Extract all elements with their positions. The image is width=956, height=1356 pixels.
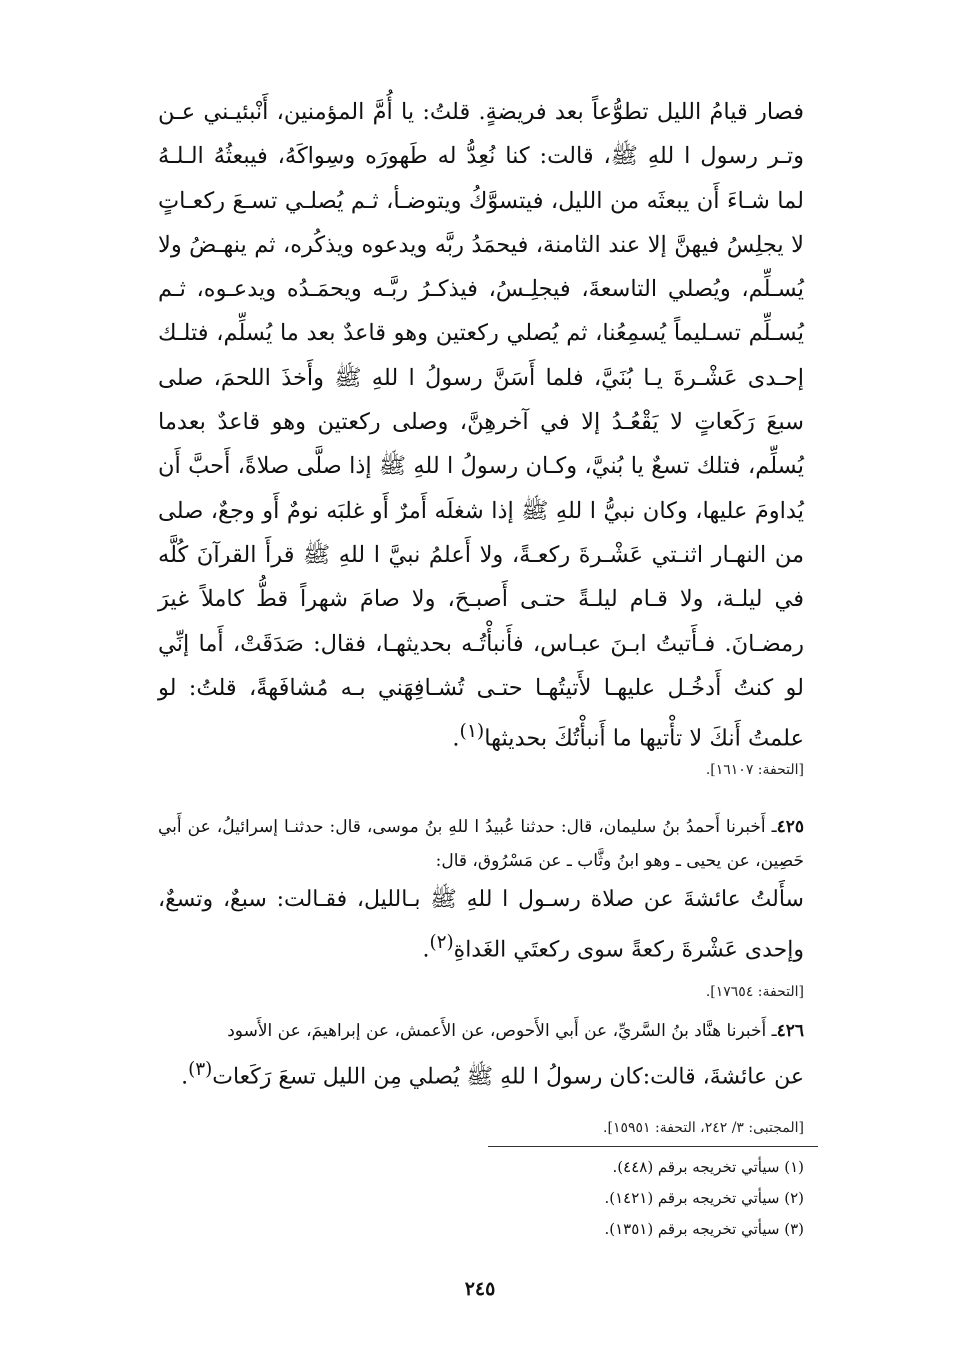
main-text-body: فصار قيامُ الليل تطوُّعاً بعد فريضةٍ. قلتُ: يا أُمَّ المؤمنين، أَنْبئيـني عـن وتـر رسول ا للهِ ﷺ، قالت: كنا نُعِدُّ له طَهورَه وسِواكَهُ، فيبعثُهُ الـلـهُ لما شـاءَ أَن يبعثَه من الليل، فيتسوَّكُ ويتوضـأ، ثـم يُصلـي تسـعَ ركعـاتٍ لا يجلِسُ فيهنَّ إلا عند الثامنة، فيحمَدُ ربَّه ويدعوه ويذكُره، ثم ينهـضُ ولا يُسـلِّم، ويُصلي التاسعةَ، فيجلِـسُ، فيذكـرُ ربَّـه ويحمَـدُه ويدعـوه، ثـم يُسـلِّم تسـليماً يُسمِعُنا، ثم يُصلي ركعتين وهو قاعدٌ بعد ما يُسلِّم، فتلـك إحـدى عَشْـرةَ يـا بُنَيَّ، فلما أَسَنَّ رسولُ ا للهِ ﷺ وأَخذَ اللحمَ، صلى سبعَ رَكَعاتٍ لا يَقْعُـدُ إلا في آخرهِنَّ، وصلى ركعتين وهو قاعدٌ بعدما يُسلِّم، فتلك تسعٌ يا بُنيَّ، وكـان رسولُ ا للهِ ﷺ إذا صلَّى صلاةً، أَحبَّ أَن يُداومَ عليها، وكان نبيُّ ا للهِ ﷺ إذا شغلَه أَمرٌ أَو غلبَه نومٌ أَو وجعٌ، صلى من النهـار اثنـتي عَشْـرةَ ركعـةً، ولا أَعلمُ نبيَّ ا للهِ ﷺ قرأَ القرآنَ كُلَّه في ليلـة، ولا قـام ليلـةً حتـى أَصبـحَ، ولا صامَ شهراً قطُّ كاملاً غيرَ رمضـانَ. فـأَتيتُ ابـنَ عبـاس، فأَنبأْتُـه بحديثهـا، فقال: صَدَقَتْ، أَما إنِّي لو كنتُ أَدخُـل عليهـا لأَتيتُهـا حتـى تُشـافِهَني بـه مُشافَهةً، قلتُ: لو علمتُ أَنكَ لا تأْتيها ما أَنبأْتُكَ بحديثها <box>158 99 804 752</box>
reference-note: [التحفة: ١٧٦٥٤]. <box>705 984 804 1000</box>
isnad-text: ـ أَخبرنا هنَّاد بنُ السَّريِّ، عن أَبي الأَحوص، عن الأَعمش، عن إبراهيمَ، عن الأَسود <box>227 1021 777 1041</box>
hadith-number: ٤٢٦ <box>776 1021 804 1041</box>
hadith-matn: عن عائشةَ، قالت:كان رسولُ ا للهِ ﷺ يُصلي مِن الليل تسعَ رَكَعات$^{(٣)}$. <box>181 1059 804 1090</box>
isnad-text: ـ أَخبرنا أَحمدُ بنُ سليمان، قال: حدثنا عُبيدُ ا للهِ بنُ موسى، قال: حدثنـا إسرائيلُ، عن أَبي حَصِين، عن يحيى ـ وهو ابنُ وثَّاب ـ عن مَسْرُوق، قال: <box>158 817 804 871</box>
reference-note: [التحفة: ١٦١٠٧]. <box>705 762 804 778</box>
reference-note: [المجتبى: ٣/ ٢٤٢، التحفة: ١٥٩٥١]. <box>603 1120 804 1136</box>
footnote-marker: (١) <box>459 721 485 743</box>
hadith-isnad <box>158 1014 804 1048</box>
footnote-marker: (٢) <box>429 932 454 953</box>
hadith-426 <box>158 1014 804 1098</box>
footnote-marker: (٣) <box>188 1059 213 1080</box>
footnote: (٢) سيأتي تخريجه برقم (١٤٢١). <box>604 1189 804 1207</box>
hadith-matn: سأَلتُ عائشةَ عن صلاة رسـول ا للهِ ﷺ بـالليل، فقـالت: سبعٌ، وتسعٌ، وإحدى عَشْرةَ ركعةً سوى ركعتَي الغَداةِ$^{(٢)}$. <box>158 887 804 963</box>
page-number: ٢٤٥ <box>464 1278 496 1300</box>
hadith-number: ٤٢٥ <box>776 817 804 837</box>
main-text: فصار قيامُ الليل تطوُّعاً بعد فريضةٍ. قلتُ: يا أُمَّ المؤمنين، أَنْبئيـني عـن وتـر رسول ا للهِ ﷺ، قالت: كنا نُعِدُّ له طَهورَه وسِواكَهُ، فيبعثُهُ الـلـهُ لما شـاءَ أَن يبعثَه من الليل، فيتسوَّكُ ويتوضـأ، ثـم يُصلـي تسـعَ ركعـاتٍ لا يجلِسُ فيهنَّ إلا عند الثامنة، فيحمَدُ ربَّه ويدعوه ويذكُره، ثم ينهـضُ ولا يُسـلِّم، ويُصلي التاسعةَ، فيجلِـسُ، فيذكـرُ ربَّـه ويحمَـدُه ويدعـوه، ثـم يُسـلِّم تسـليماً يُسمِعُنا، ثم يُصلي ركعتين وهو قاعدٌ بعد ما يُسلِّم، فتلـك إحـدى عَشْـرةَ يـا بُنَيَّ، فلما أَسَنَّ رسولُ ا للهِ ﷺ وأَخذَ اللحمَ، صلى سبعَ رَكَعاتٍ لا يَقْعُـدُ إلا في آخرهِنَّ، وصلى ركعتين وهو قاعدٌ بعدما يُسلِّم، فتلك تسعٌ يا بُنيَّ، وكـان رسولُ ا للهِ ﷺ إذا صلَّى صلاةً، أَحبَّ أَن يُداومَ عليها، وكان نبيُّ ا للهِ ﷺ إذا شغلَه أَمرٌ أَو غلبَه نومٌ أَو وجعٌ، صلى من النهـار اثنـتي عَشْـرةَ ركعـةً، ولا أَعلمُ نبيَّ ا للهِ ﷺ قرأَ القرآنَ كُلَّه في ليلـة، ولا قـام ليلـةً حتـى أَصبـحَ، ولا صامَ شهراً قطُّ كاملاً غيرَ رمضـانَ. فـأَتيتُ ابـنَ عبـاس، فأَنبأْتُـه بحديثهـا، فقال: صَدَقَتْ، أَما إنِّي لو كنتُ أَدخُـل عليهـا لأَتيتُهـا حتـى تُشـافِهَني بـه مُشافَهةً، قلتُ: لو علمتُ أَنكَ لا تأْتيها ما أَنبأْتُكَ بحديثها$^{(١)}$. <box>158 99 804 752</box>
footnotes-list <box>604 1152 804 1245</box>
hadith-isnad <box>158 810 804 878</box>
footnote: (٣) سيأتي تخريجه برقم (١٣٥١). <box>604 1220 804 1238</box>
footnote-divider <box>488 1146 818 1147</box>
footnote: (١) سيأتي تخريجه برقم (٤٤٨). <box>612 1158 804 1176</box>
matn-text: عن عائشةَ، قالت:كان رسولُ ا للهِ ﷺ يُصلي مِن الليل تسعَ رَكَعات <box>212 1064 804 1090</box>
hadith-425 <box>158 810 804 971</box>
matn-text: سأَلتُ عائشةَ عن صلاة رسـول ا للهِ ﷺ بـالليل، فقـالت: سبعٌ، وتسعٌ، وإحدى عَشْرةَ ركعةً سوى ركعتَي الغَداةِ <box>158 887 804 963</box>
